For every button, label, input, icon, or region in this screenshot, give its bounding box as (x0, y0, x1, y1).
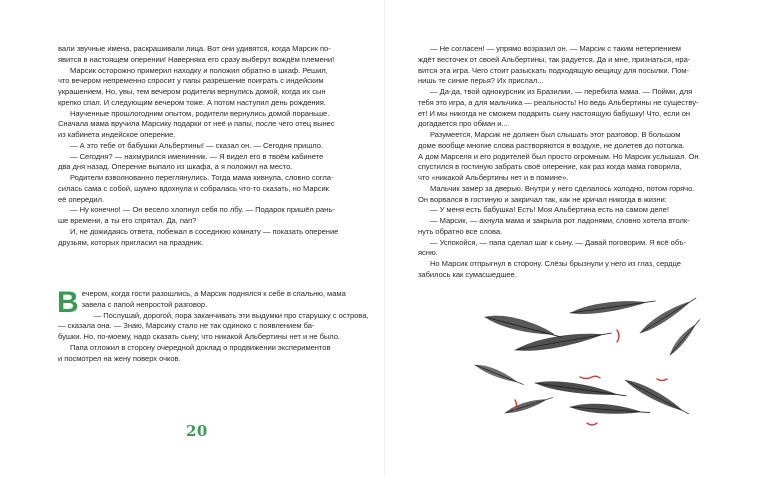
feather-cluster (475, 295, 702, 417)
right-text-line: догадается про обман и... (418, 119, 508, 129)
left-bottom-text (57, 286, 369, 364)
right-text-line: — Не согласен! — упрямо возразил он. — Марсик с таким нетерпением (430, 44, 681, 53)
left-text-line: Родители взволнованно переглянулись. Тогда мама кивнула, словно согла- (70, 173, 334, 182)
opening-text: ечером, когда гости разошлись, а Марсик поднялся к себе в спальню, мама завела с папой непростой разговор. (81, 289, 346, 309)
page-number: 20 (186, 422, 208, 440)
left-text-line: — Ну конечно! — Он весело хлопнул себя по лбу. — Подарок пришёл рань- (70, 205, 335, 215)
left-bottom-text-line: — Послушай, дорогой, пора заканчивать эти выдумки про старушку с острова, (93, 310, 369, 320)
right-text-line: Мальчик замер за дверью. Внутри у него сделалось холодно, потом горячо. (430, 183, 695, 193)
left-text-line: друзьям, которых пригласил на праздник. (58, 237, 204, 247)
right-text-line: нишь те синие перья? Их прислал... (418, 76, 544, 86)
left-top-text (58, 44, 360, 248)
left-text-line: её опередил. (58, 194, 105, 204)
right-text-line: вится эта игра. Чего стоит разыскать подходящую вещицу для посылки. Пом- (418, 65, 689, 75)
right-text-line: доме вообще многие слова растворяются в воздухе, не долетев до потолка. (418, 140, 685, 150)
right-text-line: — Марсик, — ахнула мама и закрыла рот ладонями, словно хотела втолк- (430, 216, 690, 225)
left-bottom-text-line: — сказала она. — Знаю, Марсику стало не так одиноко с появлением ба- (58, 321, 315, 331)
right-text-line: спустился в гостиную забрать своё оперение, как раз когда мама говорила, (418, 162, 682, 172)
left-text-line: Сначала мама вручила Марсику подарки от неё и папы, после чего отец вынес (58, 119, 335, 129)
left-text-line: Марсик осторожно примерил находку и положил обратно в шкаф. Решил, (70, 65, 328, 75)
right-page (385, 0, 770, 477)
left-bottom-text-line: Папа отложил в сторону очередной доклад о продвижении экспериментов (70, 342, 331, 352)
right-text-line: ет! И мы никогда не сможем подарить сыну настоящую бабушку! Что, если он (418, 108, 691, 118)
left-text-line: И, не дожидаясь ответа, побежал в соседнюю комнату — показать оперение (70, 226, 339, 236)
drop-cap: В (57, 286, 79, 319)
left-text-line: из кабинета индейское оперение. (58, 130, 176, 139)
left-bottom-text-line: бушки. Но, по-моему, надо сказать сыну, что никакой Альбертины нет и не было. (58, 332, 340, 341)
right-text-line: ждёт весточек от своей Альбертины, так радуется. Да и мне, признаться, нра- (418, 54, 691, 64)
left-text-line: вали звучные имена, раскрашивали лица. Вот они удивятся, когда Марсик по- (58, 44, 331, 53)
left-text-line: ше времени, а ты его спрятал. Да, пап? (58, 216, 197, 225)
right-text-line: Разумеется, Марсик не должен был слышать этот разговор. В большом (430, 130, 681, 139)
left-text-line: Наученные прошлогодним опытом, родители вернулись домой пораньше. (70, 108, 330, 118)
right-text-line: нуть обратно все слова. (418, 226, 503, 236)
left-text-line: что вечером непременно спросит у папы разрешение поиграть с индейским (58, 76, 324, 86)
feathers-illustration (475, 295, 715, 445)
left-text-line: — А это тебе от бабушки Альбертины! — сказал он. — Сегодня пришло. (70, 140, 323, 150)
left-text-line: крепко спал. И следующим вечером тоже. А потом наступил день рождения. (58, 97, 326, 107)
right-text-line: тебя это игра, а для мальчика — реальность! Но ведь Альбертины не существу- (418, 97, 699, 107)
right-text-line: — Успокойся, — папа сделал шаг к сыну. — Давай поговорим. Я всё объ- (430, 237, 687, 247)
right-text-line: А дом Марселя и его родителей был просто огромным. Но Марсик услышал. Он (418, 151, 699, 161)
left-text-line: — Сегодня? — нахмурился именинник. — Я видел его в твоём кабинете (70, 151, 324, 161)
right-text-line: Но Марсик отпрыгнул в сторону. Слёзы брызнули у него из глаз, сердце (430, 259, 681, 268)
right-text-line: что «никакой Альбертины нет и в помине». (418, 173, 569, 182)
right-text-line: — У меня есть бабушка! Есть! Моя Альбертина есть на самом деле! (430, 205, 669, 215)
right-text-line: забилось как сумасшедшее. (418, 269, 517, 279)
right-text-line: Он ворвался в гостиную и закричал так, как не кричал никогда в жизни: (418, 194, 667, 204)
right-text-line: ясню. (418, 248, 438, 258)
left-text-line: украшением. Но, увы, тем вечером родители вернулись домой, когда их сын (58, 87, 326, 96)
left-text-line: явится в настоящем оперении! Наверняка его сразу выберут вождём племени! (58, 54, 335, 64)
right-text (418, 44, 721, 281)
left-bottom-text-line: и посмотрел на жену поверх очков. (58, 353, 181, 363)
left-text-line: силась сама с собой, шумно вдохнула и собралась что-то сказать, но Марсик (58, 183, 329, 193)
right-text-line: — Да-да, твой однокурсник из Бразилии, — перебила мама. — Пойми, для (430, 87, 693, 96)
left-text-line: два дня назад. Оперение выпало из шкафа, а я положил на место. (58, 162, 293, 172)
